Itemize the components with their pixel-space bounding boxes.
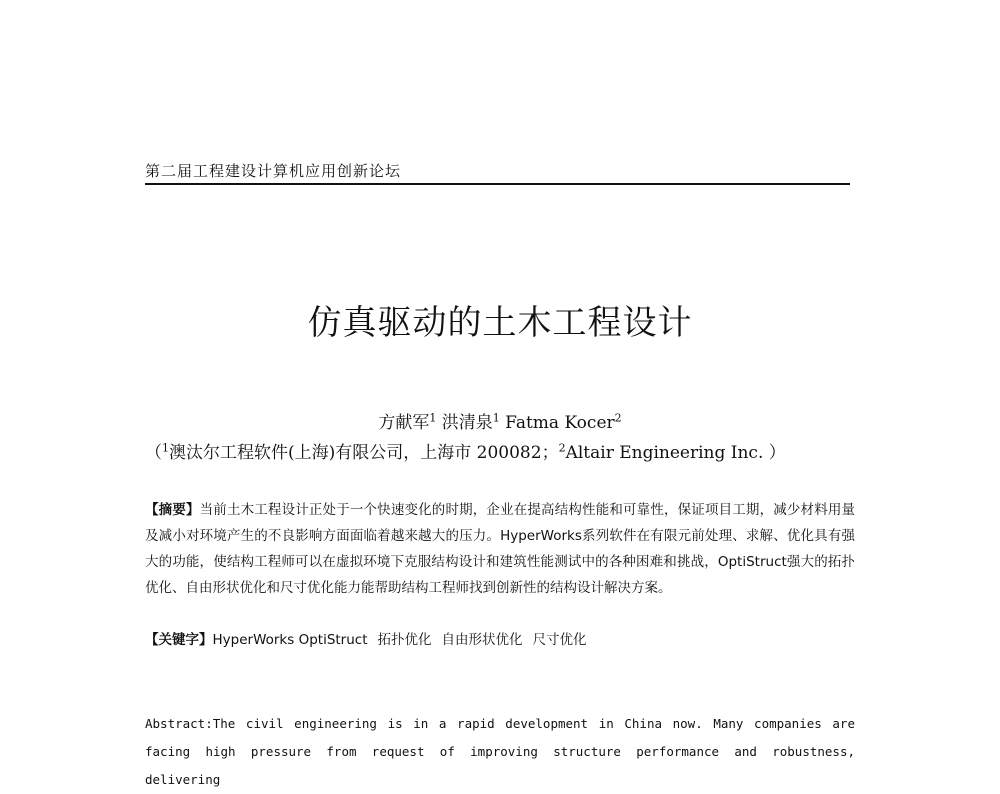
affil-2: Altair Engineering Inc. ） xyxy=(565,443,786,463)
author-3-name: Fatma Kocer xyxy=(505,413,615,433)
header-text: 第二届工程建设计算机应用创新论坛 xyxy=(145,162,402,180)
keywords xyxy=(145,628,855,648)
keyword-item: 尺寸优化 xyxy=(532,632,587,648)
abstract-label: 【摘要】 xyxy=(145,502,200,518)
abstract-english xyxy=(145,710,855,794)
affil-open: （ xyxy=(145,443,162,463)
affil-2-sup: 2 xyxy=(558,441,566,455)
author-2-sup: 1 xyxy=(492,411,500,425)
keyword-item: 自由形状优化 xyxy=(441,632,523,648)
keyword-item: HyperWorks OptiStruct xyxy=(212,632,368,648)
keyword-item: 拓扑优化 xyxy=(377,632,432,648)
affil-1: 澳汰尔工程软件(上海)有限公司，上海市 200082； xyxy=(169,443,559,463)
affiliation-line xyxy=(145,438,855,463)
running-header xyxy=(145,160,850,185)
abstract-chinese xyxy=(145,497,855,601)
abstract-en-text: Abstract:The civil engineering is in a rapid development in China now. Many companies are facing high pressure from request of improving structure performance and robustness, delivering xyxy=(145,716,855,787)
author-line xyxy=(0,408,1000,433)
author-2-name: 洪清泉 xyxy=(441,413,493,433)
abstract-text: 当前土木工程设计正处于一个快速变化的时期，企业在提高结构性能和可靠性，保证项目工期，减少材料用量及减小对环境产生的不良影响方面面临着越来越大的压力。HyperWorks系列软件在有限元前处理、求解、优化具有强大的功能，使结构工程师可以在虚拟环境下克服结构设计和建筑性能测试中的各种困难和挑战，OptiStruct强大的拓扑优化、自由形状优化和尺寸优化能力能帮助结构工程师找到创新性的结构设计解决方案。 xyxy=(145,502,856,596)
affil-1-sup: 1 xyxy=(162,441,169,455)
paper-title: 仿真驱动的土木工程设计 xyxy=(307,303,693,343)
author-3-sup: 2 xyxy=(614,411,622,425)
author-1-name: 方献军 xyxy=(378,413,430,433)
author-1-sup: 1 xyxy=(429,411,437,425)
keywords-label: 【关键字】 xyxy=(145,632,213,648)
